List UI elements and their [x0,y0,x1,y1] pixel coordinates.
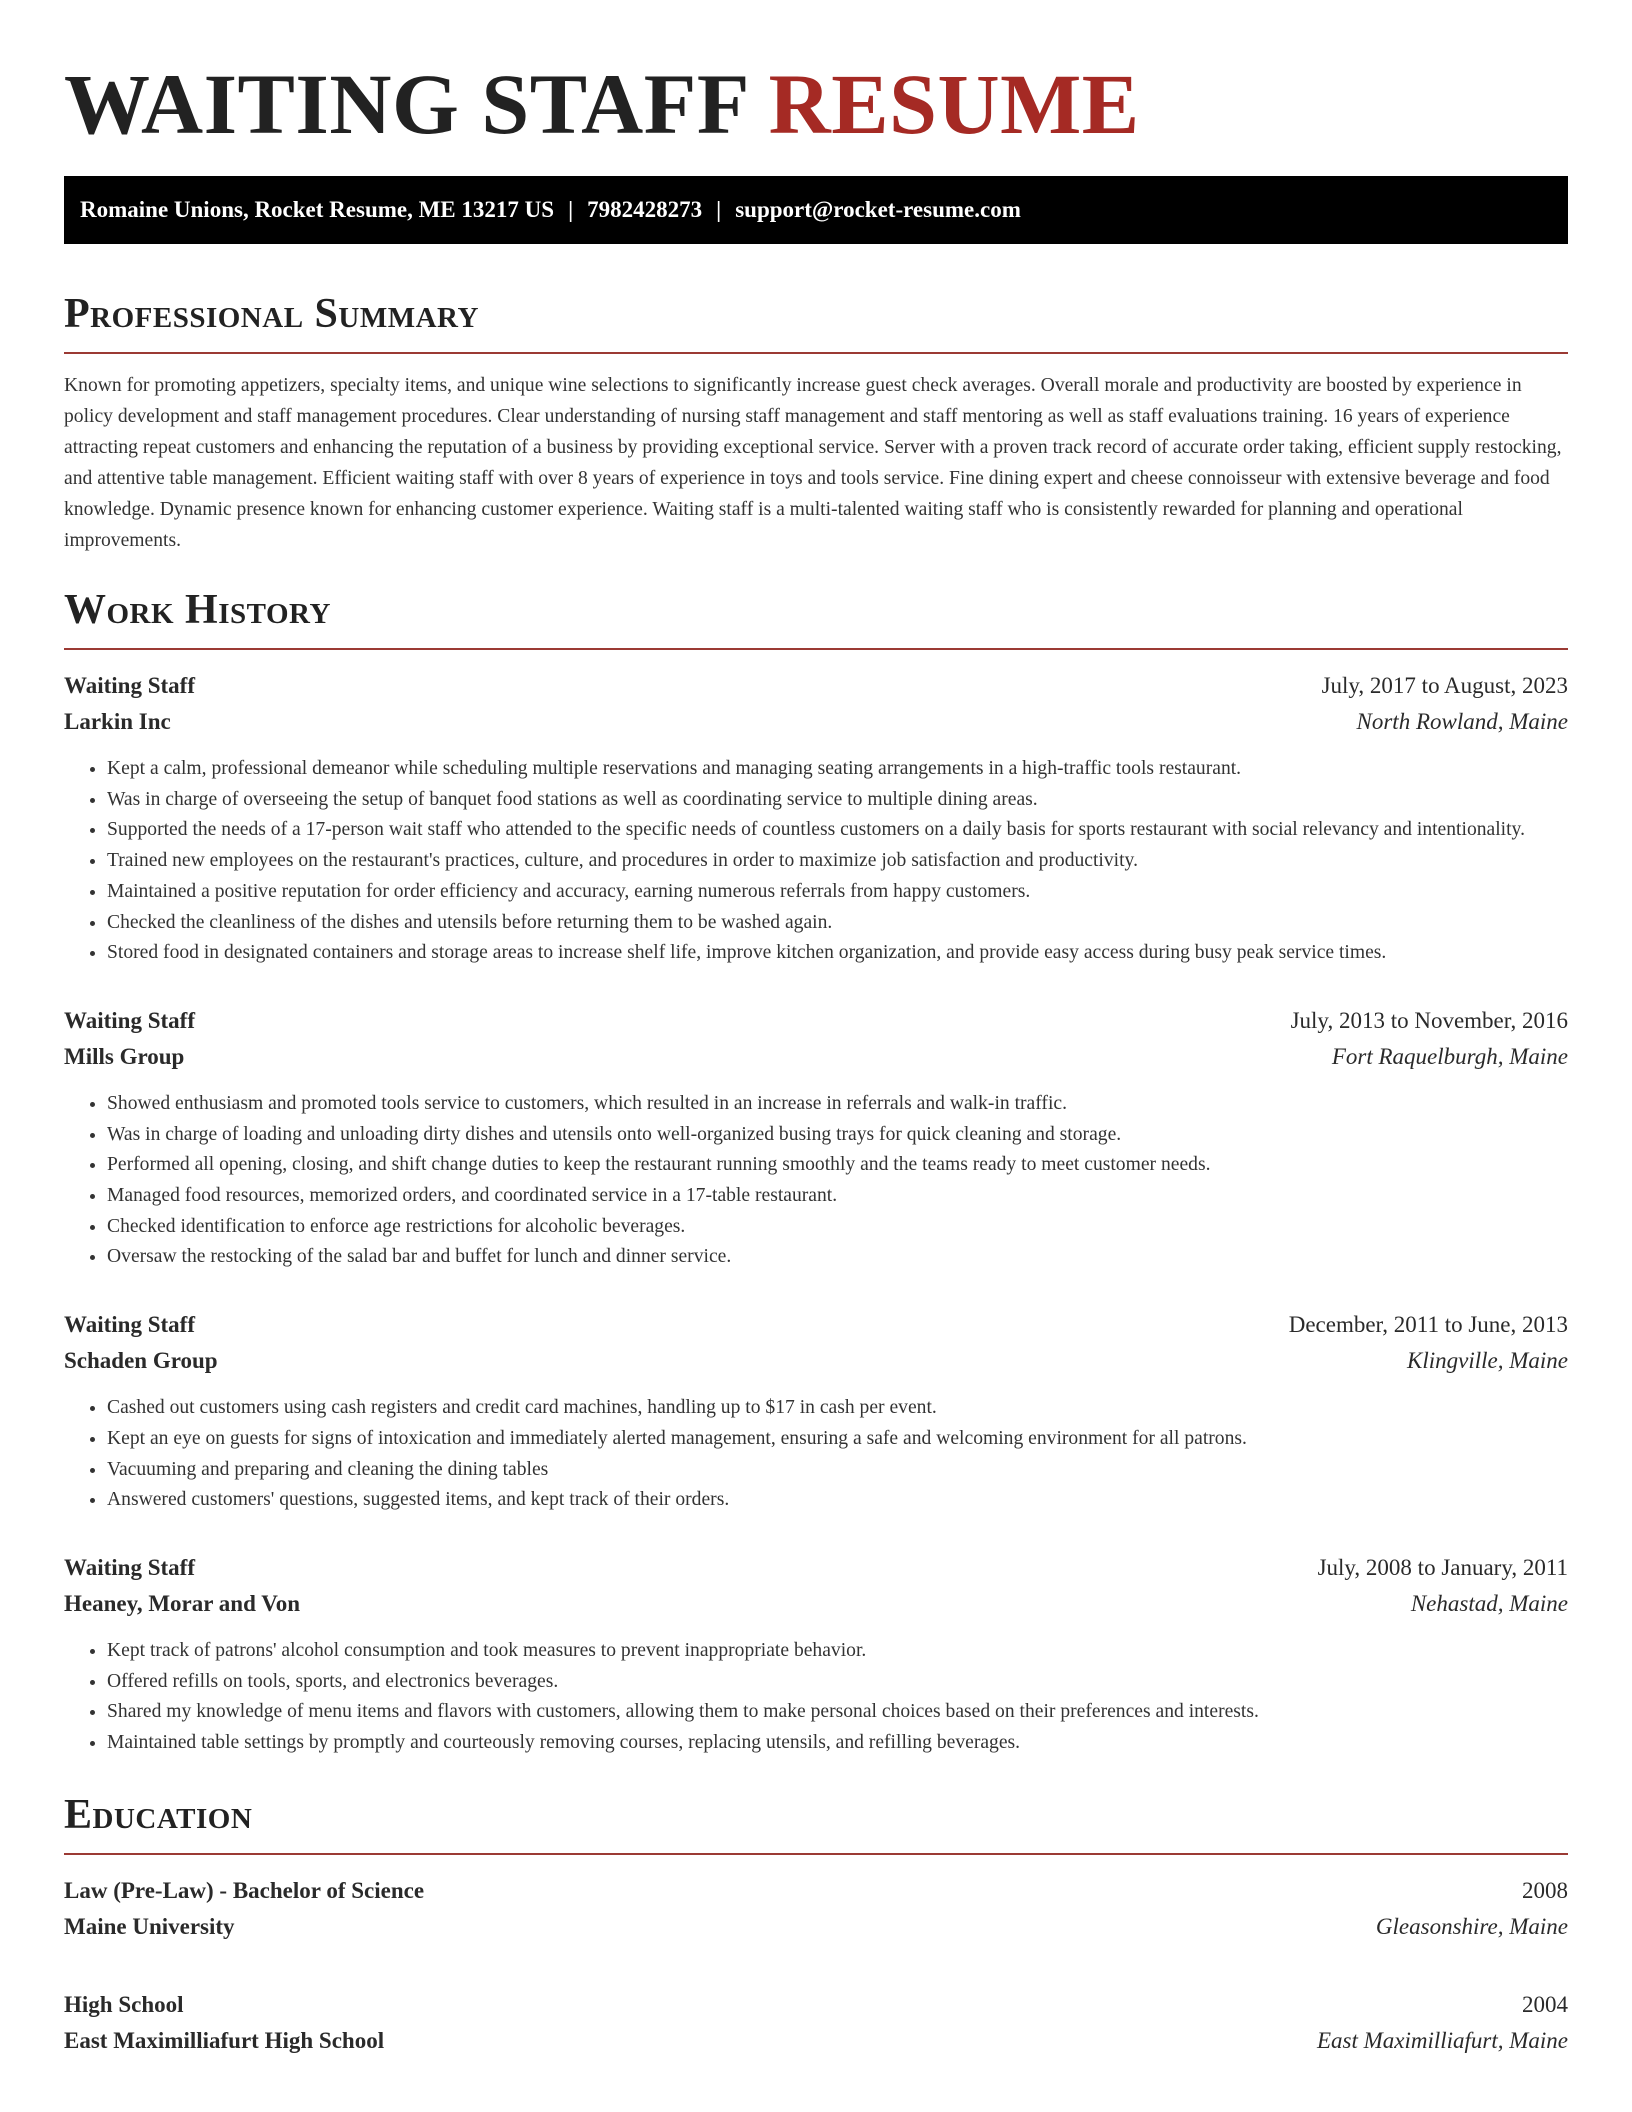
education-degree: High School [64,1991,184,2017]
job-location: Nehastad, Maine [1410,1590,1568,1616]
job-location: Klingville, Maine [1407,1348,1568,1374]
section-divider [64,1853,1568,1855]
job-company-row [64,704,1568,740]
job-bullet: • Trained new employees on the restaurant's practices, culture, and procedures in order to maximize job satisfaction and productivity. [107,846,1568,877]
job-entry [64,1307,1568,1516]
job-entry [64,1003,1568,1273]
job-header-row [64,668,1568,704]
job-company: Schaden Group [64,1348,218,1374]
job-company: Heaney, Morar and Von [64,1590,300,1616]
job-company-row [64,1039,1568,1075]
section-divider [64,352,1568,354]
contact-separator: | [568,197,574,222]
job-dates: July, 2008 to January, 2011 [1317,1554,1568,1580]
job-bullets [64,1636,1568,1759]
education-school: Maine University [64,1913,235,1939]
job-bullet: • Stored food in designated containers and storage areas to increase shelf life, improve kitchen organization, and provide easy access during busy peak service times. [107,938,1568,969]
summary-section [64,290,1568,556]
title-main: WAITING STAFF [64,56,747,152]
job-bullet: • Vacuuming and preparing and cleaning the dining tables [107,1455,1568,1486]
education-entry [64,1987,1568,2059]
job-location: Fort Raquelburgh, Maine [1331,1043,1568,1069]
job-bullet: • Was in charge of loading and unloading dirty dishes and utensils onto well-organized busing trays for quick cleaning and storage. [107,1120,1568,1151]
work-history-section [64,586,1568,1759]
job-bullet: • Kept an eye on guests for signs of intoxication and immediately alerted management, ensuring a safe and welcoming environment for all patrons. [107,1424,1568,1455]
education-degree-row [64,1873,1568,1909]
education-degree: Law (Pre-Law) - Bachelor of Science [64,1877,425,1903]
job-dates: July, 2017 to August, 2023 [1321,673,1568,698]
work-history-heading: Work History [64,587,331,633]
education-entry [64,1873,1568,1945]
education-section [64,1791,1568,2059]
section-divider [64,648,1568,650]
job-bullet: • Maintained table settings by promptly and courteously removing courses, replacing utensils, and refilling beverages. [107,1728,1568,1759]
job-bullet: • Performed all opening, closing, and shift change duties to keep the restaurant running smoothly and the teams ready to meet customer needs. [107,1150,1568,1181]
resume-title [64,58,1568,150]
job-bullet: • Managed food resources, memorized orders, and coordinated service in a 17-table restaurant. [107,1181,1568,1212]
education-year: 2008 [1522,1877,1568,1903]
job-title: Waiting Staff [64,673,195,698]
job-bullet: • Kept a calm, professional demeanor while scheduling multiple reservations and managing seating arrangements in a high-traffic tools restaurant. [107,754,1568,785]
job-entry [64,1550,1568,1759]
job-title: Waiting Staff [64,1554,195,1580]
job-entry [64,668,1568,969]
education-school-row [64,2023,1568,2059]
job-header-row [64,1550,1568,1586]
job-company: Mills Group [64,1043,185,1069]
job-bullet: • Maintained a positive reputation for order efficiency and accuracy, earning numerous referrals from happy customers. [107,877,1568,908]
job-bullet: • Oversaw the restocking of the salad bar and buffet for lunch and dinner service. [107,1242,1568,1273]
education-heading: Education [64,1791,253,1838]
job-location: North Rowland, Maine [1356,709,1568,734]
job-bullet: • Supported the needs of a 17-person wait staff who attended to the specific needs of countless customers on a daily basis for sports restaurant with social relevancy and intentionality. [107,815,1568,846]
contact-separator: | [716,197,722,222]
education-school: East Maximilliafurt High School [64,2027,385,2053]
job-company: Larkin Inc [64,709,171,734]
contact-phone: 7982428273 [587,197,703,222]
education-location: Gleasonshire, Maine [1375,1913,1568,1939]
title-accent: RESUME [768,56,1140,152]
job-bullet: • Was in charge of overseeing the setup of banquet food stations as well as coordinating service to multiple dining areas. [107,785,1568,816]
education-location: East Maximilliafurt, Maine [1316,2027,1568,2053]
job-bullet: • Shared my knowledge of menu items and flavors with customers, allowing them to make personal choices based on their preferences and interests. [107,1697,1568,1728]
job-bullet: • Checked identification to enforce age restrictions for alcoholic beverages. [107,1212,1568,1243]
job-title: Waiting Staff [64,1312,195,1338]
summary-text: Known for promoting appetizers, specialty items, and unique wine selections to significantly increase guest check averages. Overall morale and productivity are boosted by experience in policy development and staff management procedures. Clear understanding of nursing staff management and staff mentoring as well as staff evaluations training. 16 years of experience attracting repeat customers and enhancing the reputation of a business by providing exceptional service. Server with a proven track record of accurate order taking, efficient supply restocking, and attentive table management. Efficient waiting staff with over 8 years of experience in toys and tools service. Fine dining expert and cheese connoisseur with extensive beverage and food knowledge. Dynamic presence known for enhancing customer experience. Waiting staff is a multi-talented waiting staff who is consistently rewarded for planning and operational improvements. [64,375,1562,551]
job-bullets [64,1393,1568,1516]
contact-address: Romaine Unions, Rocket Resume, ME 13217 US [80,197,555,222]
job-bullet: • Showed enthusiasm and promoted tools service to customers, which resulted in an increase in referrals and walk-in traffic. [107,1089,1568,1120]
education-year: 2004 [1522,1991,1568,2017]
contact-bar [64,176,1568,244]
job-bullet: • Cashed out customers using cash registers and credit card machines, handling up to $17 in cash per event. [107,1393,1568,1424]
job-bullet: • Answered customers' questions, suggested items, and kept track of their orders. [107,1485,1568,1516]
job-bullets [64,1089,1568,1273]
job-header-row [64,1003,1568,1039]
job-dates: July, 2013 to November, 2016 [1290,1007,1568,1033]
job-bullet: • Offered refills on tools, sports, and electronics beverages. [107,1667,1568,1698]
job-header-row [64,1307,1568,1343]
job-title: Waiting Staff [64,1007,195,1033]
job-bullet: • Checked the cleanliness of the dishes and utensils before returning them to be washed again. [107,908,1568,939]
contact-email: support@rocket-resume.com [735,197,1021,222]
job-dates: December, 2011 to June, 2013 [1288,1312,1568,1338]
job-bullets [64,754,1568,969]
job-company-row [64,1586,1568,1622]
job-company-row [64,1343,1568,1379]
summary-heading: Professional Summary [64,291,479,337]
job-bullet: • Kept track of patrons' alcohol consumption and took measures to prevent inappropriate behavior. [107,1636,1568,1667]
resume-page [64,0,1568,2059]
education-school-row [64,1909,1568,1945]
education-degree-row [64,1987,1568,2023]
